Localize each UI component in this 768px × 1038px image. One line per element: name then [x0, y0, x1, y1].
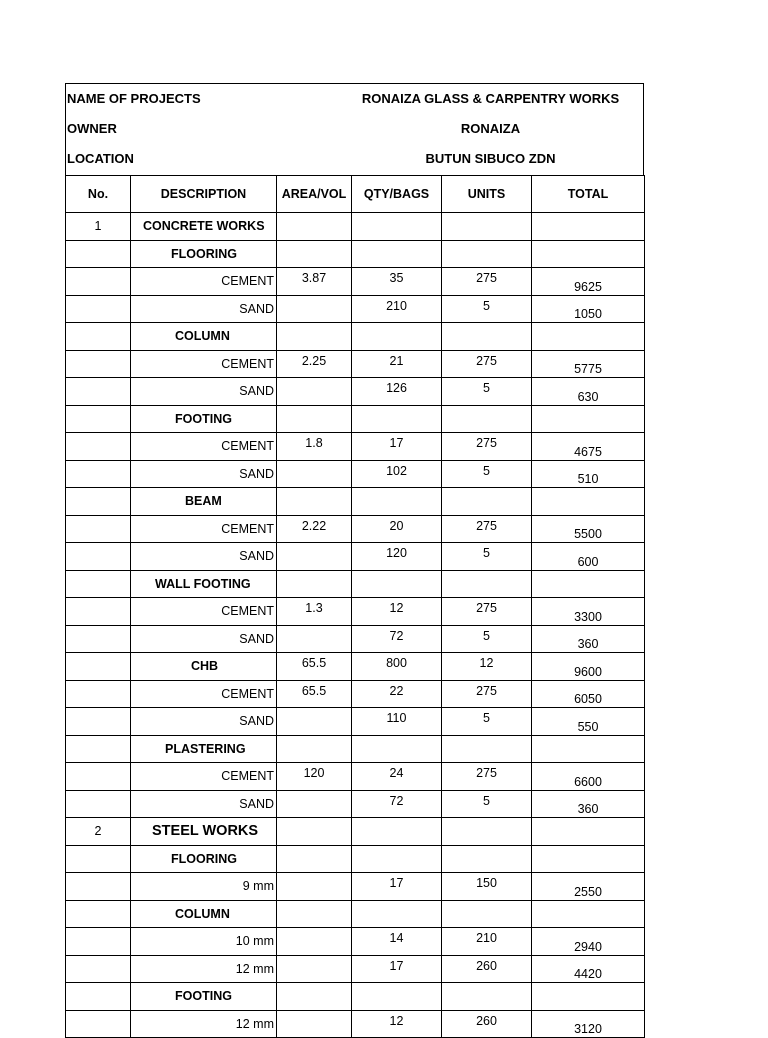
cell-area-vol: 65.5	[277, 653, 352, 681]
project-name-value: RONAIZA GLASS & CARPENTRY WORKS	[361, 91, 620, 106]
cell-description: FLOORING	[131, 240, 277, 268]
cell-no	[66, 515, 131, 543]
table-row	[66, 928, 645, 956]
cell-total: 4675	[532, 433, 645, 461]
cell-description: SAND	[131, 625, 277, 653]
cell-qty-bags: 120	[352, 543, 442, 571]
cell-description: COLUMN	[131, 900, 277, 928]
cell-description: CEMENT	[131, 680, 277, 708]
cell-total: 360	[532, 625, 645, 653]
cell-description: SAND	[131, 378, 277, 406]
cell-total	[532, 240, 645, 268]
cell-area-vol	[277, 295, 352, 323]
cell-qty-bags: 12	[352, 598, 442, 626]
cell-qty-bags	[352, 900, 442, 928]
cell-description: CEMENT	[131, 433, 277, 461]
cell-units: 275	[442, 350, 532, 378]
cell-qty-bags: 110	[352, 708, 442, 736]
cell-area-vol	[277, 845, 352, 873]
cell-qty-bags: 22	[352, 680, 442, 708]
col-header-total: TOTAL	[532, 176, 645, 213]
cell-qty-bags	[352, 845, 442, 873]
table-row	[66, 295, 645, 323]
cell-no	[66, 928, 131, 956]
cell-qty-bags: 17	[352, 873, 442, 901]
table-row	[66, 488, 645, 516]
column-header-row	[66, 176, 645, 213]
cell-units: 12	[442, 653, 532, 681]
cell-units: 5	[442, 543, 532, 571]
cell-area-vol	[277, 378, 352, 406]
cell-units: 5	[442, 790, 532, 818]
cell-qty-bags: 17	[352, 955, 442, 983]
cell-area-vol: 2.22	[277, 515, 352, 543]
cell-qty-bags	[352, 818, 442, 846]
cell-total	[532, 213, 645, 241]
cell-description: 10 mm	[131, 928, 277, 956]
location-label: LOCATION	[67, 151, 134, 166]
cell-description: SAND	[131, 790, 277, 818]
cell-no	[66, 708, 131, 736]
cell-units: 5	[442, 625, 532, 653]
cell-qty-bags: 72	[352, 790, 442, 818]
table-row	[66, 433, 645, 461]
cell-no	[66, 735, 131, 763]
cell-units: 210	[442, 928, 532, 956]
cell-area-vol: 1.8	[277, 433, 352, 461]
cell-no	[66, 460, 131, 488]
cell-total	[532, 818, 645, 846]
table-row	[66, 873, 645, 901]
cell-area-vol	[277, 488, 352, 516]
cell-area-vol	[277, 790, 352, 818]
cell-no	[66, 653, 131, 681]
project-info	[65, 83, 644, 175]
table-row	[66, 790, 645, 818]
cell-area-vol: 3.87	[277, 268, 352, 296]
table-row	[66, 240, 645, 268]
cell-total	[532, 570, 645, 598]
cell-total	[532, 845, 645, 873]
cell-units	[442, 818, 532, 846]
table-row	[66, 378, 645, 406]
cell-area-vol	[277, 818, 352, 846]
cell-area-vol	[277, 570, 352, 598]
cell-description: STEEL WORKS	[131, 818, 277, 846]
cell-description: CEMENT	[131, 350, 277, 378]
table-row	[66, 708, 645, 736]
cell-no	[66, 763, 131, 791]
cell-total: 3300	[532, 598, 645, 626]
cell-no	[66, 873, 131, 901]
cell-description: 12 mm	[131, 1010, 277, 1038]
cell-total: 630	[532, 378, 645, 406]
cell-total: 510	[532, 460, 645, 488]
col-header-description: DESCRIPTION	[131, 176, 277, 213]
cell-qty-bags	[352, 488, 442, 516]
cell-area-vol	[277, 735, 352, 763]
cell-units: 5	[442, 460, 532, 488]
cell-units: 260	[442, 1010, 532, 1038]
cell-units: 5	[442, 295, 532, 323]
table-row	[66, 543, 645, 571]
cell-area-vol	[277, 240, 352, 268]
cell-units	[442, 900, 532, 928]
cell-units: 275	[442, 268, 532, 296]
cell-area-vol	[277, 955, 352, 983]
cell-area-vol	[277, 873, 352, 901]
cell-description: BEAM	[131, 488, 277, 516]
cell-no	[66, 598, 131, 626]
table-row	[66, 900, 645, 928]
cell-no	[66, 268, 131, 296]
cell-qty-bags: 126	[352, 378, 442, 406]
cell-units: 275	[442, 763, 532, 791]
cell-no	[66, 955, 131, 983]
table-row	[66, 763, 645, 791]
cell-no	[66, 240, 131, 268]
table-row	[66, 213, 645, 241]
table-row	[66, 625, 645, 653]
owner-label: OWNER	[67, 121, 117, 136]
cell-no	[66, 680, 131, 708]
cell-description: CEMENT	[131, 268, 277, 296]
cell-units: 275	[442, 433, 532, 461]
cell-total: 6600	[532, 763, 645, 791]
cell-area-vol	[277, 543, 352, 571]
cell-qty-bags: 20	[352, 515, 442, 543]
cell-no: 2	[66, 818, 131, 846]
cell-no: 1	[66, 213, 131, 241]
table-row	[66, 515, 645, 543]
cell-qty-bags: 35	[352, 268, 442, 296]
cell-total: 5775	[532, 350, 645, 378]
table-row	[66, 405, 645, 433]
cell-no	[66, 295, 131, 323]
cell-description: CHB	[131, 653, 277, 681]
cell-description: SAND	[131, 460, 277, 488]
table-row	[66, 460, 645, 488]
project-name-label: NAME OF PROJECTS	[67, 91, 201, 106]
col-header-no: No.	[66, 176, 131, 213]
cell-description: CEMENT	[131, 763, 277, 791]
cell-qty-bags: 17	[352, 433, 442, 461]
cell-description: 12 mm	[131, 955, 277, 983]
cell-total	[532, 405, 645, 433]
cell-no	[66, 378, 131, 406]
table-row	[66, 268, 645, 296]
cell-no	[66, 350, 131, 378]
cell-qty-bags: 21	[352, 350, 442, 378]
cell-area-vol: 120	[277, 763, 352, 791]
cell-description: FOOTING	[131, 983, 277, 1011]
cell-units	[442, 405, 532, 433]
cell-total	[532, 735, 645, 763]
cell-qty-bags	[352, 570, 442, 598]
cell-area-vol	[277, 625, 352, 653]
cell-qty-bags: 102	[352, 460, 442, 488]
cell-units	[442, 845, 532, 873]
cell-area-vol: 2.25	[277, 350, 352, 378]
cell-area-vol	[277, 708, 352, 736]
cell-total: 4420	[532, 955, 645, 983]
table-row	[66, 570, 645, 598]
cell-total: 3120	[532, 1010, 645, 1038]
owner-value: RONAIZA	[460, 121, 521, 136]
cell-no	[66, 570, 131, 598]
cell-total	[532, 323, 645, 351]
cell-area-vol	[277, 928, 352, 956]
cell-no	[66, 543, 131, 571]
table-row	[66, 845, 645, 873]
cell-description: FOOTING	[131, 405, 277, 433]
cell-area-vol	[277, 983, 352, 1011]
cell-total	[532, 900, 645, 928]
cell-units	[442, 240, 532, 268]
cell-qty-bags: 210	[352, 295, 442, 323]
cell-total	[532, 488, 645, 516]
cell-no	[66, 983, 131, 1011]
estimate-sheet	[65, 83, 644, 1038]
cell-description: WALL FOOTING	[131, 570, 277, 598]
cell-description: CONCRETE WORKS	[131, 213, 277, 241]
cell-qty-bags	[352, 323, 442, 351]
cell-description: SAND	[131, 708, 277, 736]
cell-description: SAND	[131, 543, 277, 571]
cell-area-vol: 1.3	[277, 598, 352, 626]
cell-no	[66, 900, 131, 928]
cell-units: 5	[442, 708, 532, 736]
cell-no	[66, 323, 131, 351]
col-header-units: UNITS	[442, 176, 532, 213]
cell-units	[442, 488, 532, 516]
cell-units	[442, 983, 532, 1011]
cell-total: 550	[532, 708, 645, 736]
table-row	[66, 653, 645, 681]
cell-description: 9 mm	[131, 873, 277, 901]
cell-description: CEMENT	[131, 598, 277, 626]
cell-units: 275	[442, 680, 532, 708]
cell-qty-bags	[352, 735, 442, 763]
cell-units: 275	[442, 598, 532, 626]
cell-area-vol	[277, 900, 352, 928]
table-row	[66, 983, 645, 1011]
table-row	[66, 955, 645, 983]
cell-units	[442, 735, 532, 763]
table-row	[66, 323, 645, 351]
cell-total: 9600	[532, 653, 645, 681]
cell-units: 5	[442, 378, 532, 406]
cell-total	[532, 983, 645, 1011]
cell-description: COLUMN	[131, 323, 277, 351]
cell-units	[442, 570, 532, 598]
cell-qty-bags: 800	[352, 653, 442, 681]
cell-units: 275	[442, 515, 532, 543]
cell-total: 6050	[532, 680, 645, 708]
cell-qty-bags	[352, 213, 442, 241]
cell-area-vol	[277, 460, 352, 488]
cell-no	[66, 433, 131, 461]
cell-total: 2940	[532, 928, 645, 956]
cell-area-vol	[277, 323, 352, 351]
cell-total: 360	[532, 790, 645, 818]
table-row	[66, 350, 645, 378]
cell-area-vol: 65.5	[277, 680, 352, 708]
cell-no	[66, 405, 131, 433]
cell-total: 5500	[532, 515, 645, 543]
cell-total: 1050	[532, 295, 645, 323]
cell-description: CEMENT	[131, 515, 277, 543]
cell-qty-bags	[352, 405, 442, 433]
cell-total: 600	[532, 543, 645, 571]
col-header-area-vol: AREA/VOL	[277, 176, 352, 213]
table-row	[66, 818, 645, 846]
cell-units	[442, 323, 532, 351]
cell-qty-bags	[352, 240, 442, 268]
cell-qty-bags: 14	[352, 928, 442, 956]
cell-qty-bags	[352, 983, 442, 1011]
estimate-table	[65, 175, 645, 1038]
cell-no	[66, 625, 131, 653]
cell-no	[66, 488, 131, 516]
table-row	[66, 735, 645, 763]
cell-no	[66, 790, 131, 818]
table-row	[66, 598, 645, 626]
cell-description: PLASTERING	[131, 735, 277, 763]
cell-area-vol	[277, 405, 352, 433]
table-row	[66, 680, 645, 708]
cell-total: 2550	[532, 873, 645, 901]
cell-description: FLOORING	[131, 845, 277, 873]
cell-units: 260	[442, 955, 532, 983]
cell-total: 9625	[532, 268, 645, 296]
cell-units	[442, 213, 532, 241]
location-value: BUTUN SIBUCO ZDN	[425, 151, 556, 166]
cell-qty-bags: 72	[352, 625, 442, 653]
cell-area-vol	[277, 213, 352, 241]
cell-qty-bags: 24	[352, 763, 442, 791]
cell-units: 150	[442, 873, 532, 901]
cell-no	[66, 845, 131, 873]
cell-description: SAND	[131, 295, 277, 323]
col-header-qty-bags: QTY/BAGS	[352, 176, 442, 213]
cell-qty-bags: 12	[352, 1010, 442, 1038]
